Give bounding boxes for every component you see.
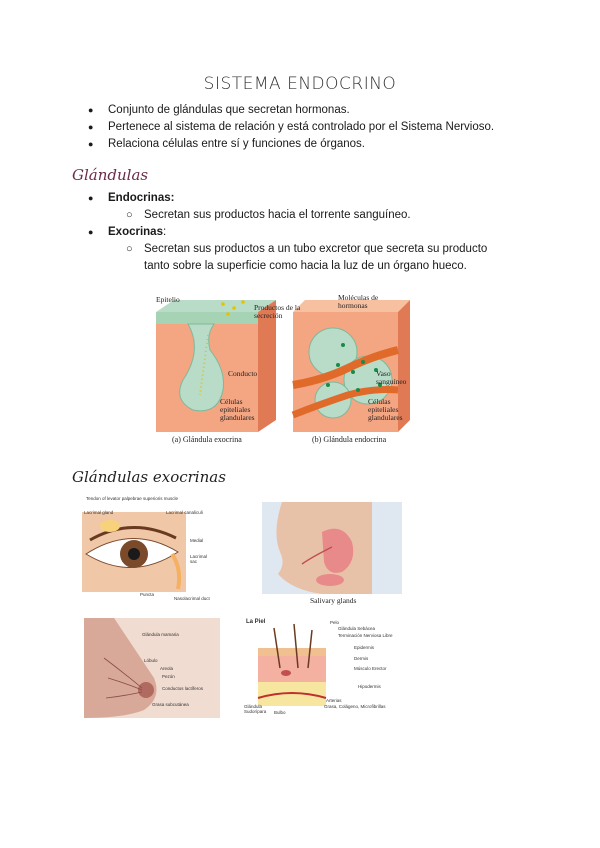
section-heading-glandulas: Glándulas	[72, 166, 149, 184]
skin-title: La Piel	[246, 619, 266, 625]
mammary-label-areola: Areola	[160, 666, 174, 671]
glandulas-list	[88, 190, 496, 275]
label-conducto: Conducto	[228, 369, 258, 378]
skin-label-terminacion: Terminación Nerviosa Libre	[338, 633, 393, 638]
skin-label-musculo: Músculo Erector	[354, 666, 387, 671]
skin-label-grasa: Grasa, Colágeno, Microfibrillas	[324, 704, 386, 709]
eye-label-gland: Lacrimal gland	[84, 510, 114, 515]
mammary-label-lobulo: Lóbulo	[144, 658, 158, 663]
label-celulas-b: Células epiteliales glandulares	[368, 397, 403, 422]
label-moleculas: Moléculas de hormonas	[338, 293, 379, 310]
caption-exocrina: (a) Glándula exocrina	[172, 435, 242, 444]
sub-list	[126, 207, 496, 224]
mammary-label-conductos: Conductos lactíferos	[162, 686, 204, 691]
skin-label-epidermis: Epidermis	[354, 645, 375, 650]
eye-label-nasolacrimal: Nasolacrimal duct	[174, 596, 210, 601]
skin-label-hipodermis: Hipodermis	[358, 684, 381, 689]
eye-figure	[82, 494, 214, 604]
list-item: ● Pertenece al sistema de relación y está controlado por el Sistema Nervioso.	[88, 119, 494, 136]
skin-label-sudoripara: Glándula Sudorípara	[244, 704, 267, 714]
intro-list	[88, 102, 494, 153]
mammary-figure	[84, 618, 220, 718]
salivary-svg	[262, 502, 402, 608]
skin-label-dermis: Dermis	[354, 656, 369, 661]
skin-label-pelo: Pelo	[330, 620, 340, 625]
sub-list	[126, 241, 496, 275]
list-item: ● Relaciona células entre sí y funciones de órganos.	[88, 136, 494, 153]
eye-label-sac: Lacrimal sac	[190, 554, 208, 564]
sub-item: ○ Secretan sus productos a un tubo excretor que secreta su producto tanto sobre la superficie como hacia la luz de un órgano hueco.	[126, 241, 496, 275]
mammary-label-grasa: Grasa subcutánea	[152, 702, 189, 707]
mammary-label-glandula: Glándula mamaria	[142, 632, 179, 637]
sub-item: ○ Secretan sus productos hacia el torrente sanguíneo.	[126, 207, 496, 224]
page-title: SISTEMA ENDOCRINO	[203, 74, 397, 94]
item-label: Exocrinas	[108, 226, 163, 238]
eye-label-medial: Medial	[190, 538, 204, 543]
label-celulas-a: Células epiteliales glandulares	[220, 397, 255, 422]
label-epitelio: Epitelio	[156, 295, 180, 304]
skin-label-bulbo: Bulbo	[274, 710, 286, 715]
section-heading-exocrinas: Glándulas exocrinas	[72, 468, 226, 486]
list-item-endocrinas	[88, 190, 496, 224]
skin-label-sebacea: Glándula Sebácea	[338, 626, 376, 631]
eye-label-puncta: Puncta	[140, 592, 155, 597]
label-productos: Productos de la secreción	[254, 303, 301, 320]
skin-figure	[244, 618, 398, 718]
salivary-figure	[262, 502, 402, 608]
caption-endocrina: (b) Glándula endocrina	[312, 435, 387, 444]
eye-label-top: Tendon of levator palpebrae superioris muscle	[86, 496, 179, 501]
list-item-exocrinas	[88, 224, 496, 275]
label-vaso: Vaso sanguíneo	[376, 369, 407, 386]
caption-salivary: Salivary glands	[310, 596, 357, 605]
gland-diagram-figure	[148, 290, 418, 450]
eye-label-canaliculi: Lacrimal canaliculi	[166, 510, 203, 515]
skin-label-arterias: Arterias	[326, 698, 342, 703]
item-label: Endocrinas:	[108, 192, 175, 204]
item-suffix: :	[162, 226, 167, 238]
mammary-label-pezon: Pezón	[162, 674, 175, 679]
list-item: ● Conjunto de glándulas que secretan hormonas.	[88, 102, 494, 119]
